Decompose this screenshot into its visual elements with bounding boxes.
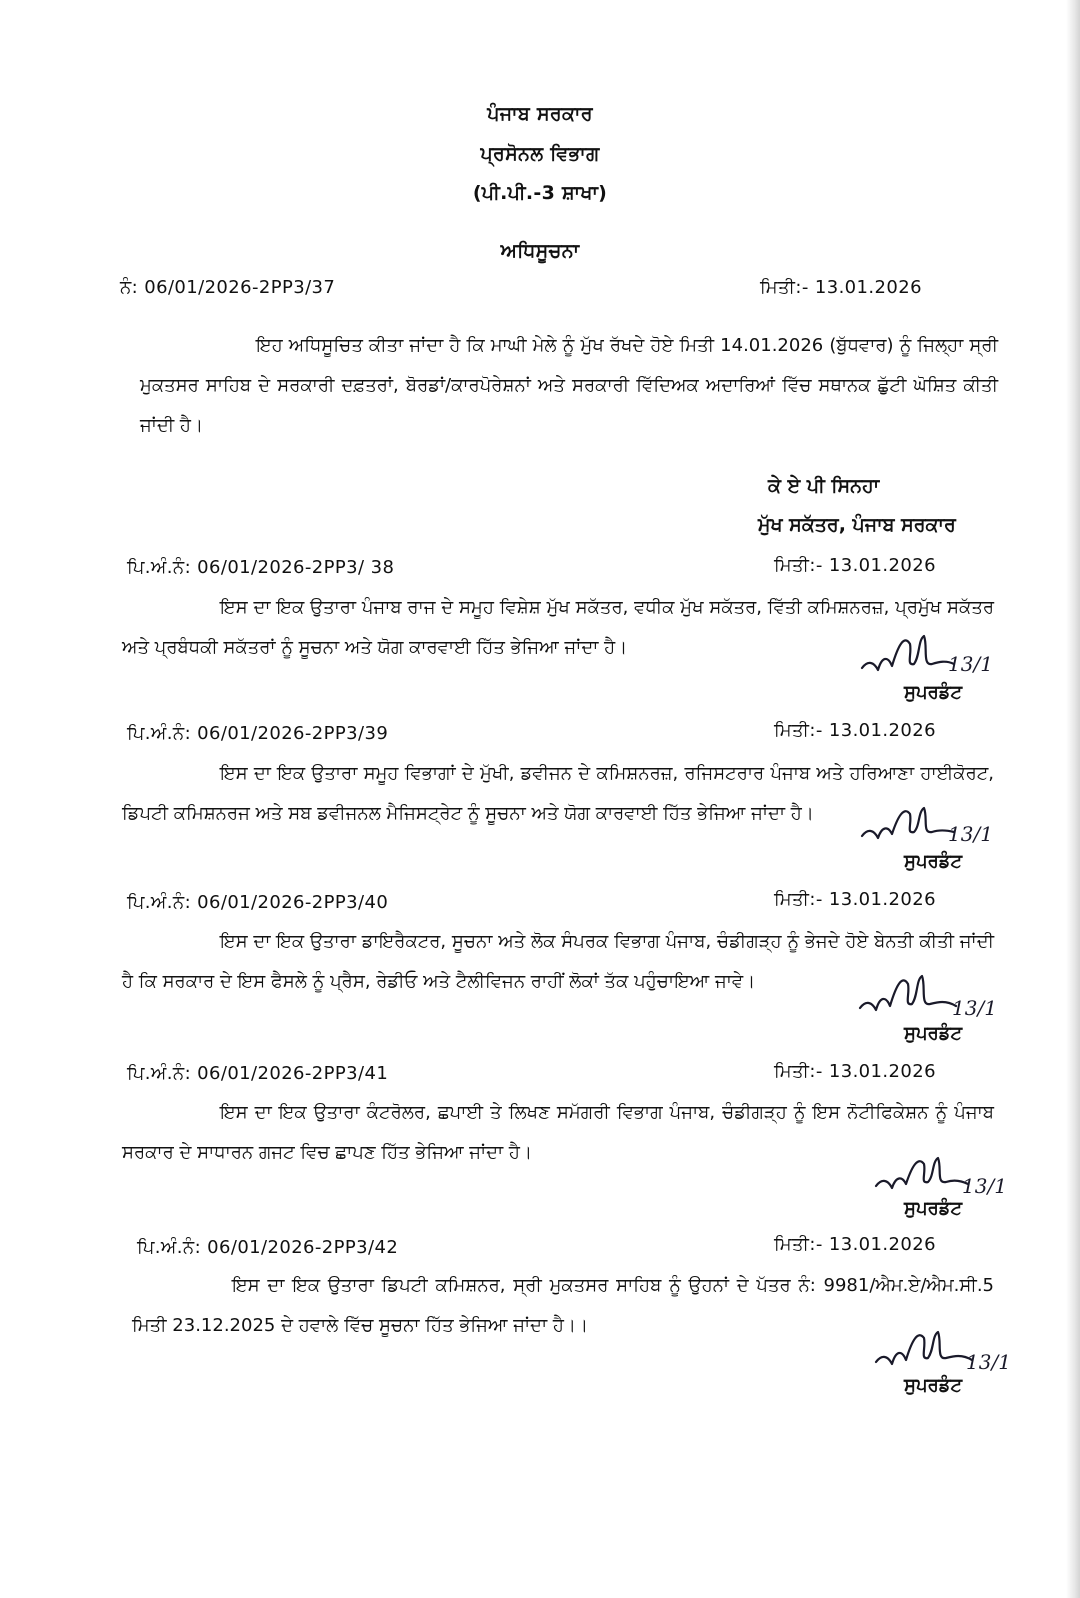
endorsement-date: ਮਿਤੀ:- 13.01.2026 — [774, 555, 936, 576]
signature-scribble — [858, 800, 958, 850]
notification-body-text: ਇਹ ਅਧਿਸੂਚਿਤ ਕੀਤਾ ਜਾਂਦਾ ਹੈ ਕਿ ਮਾਘੀ ਮੇਲੇ ਨੂੰ ਮੁੱਖ ਰੱਖਦੇ ਹੋਏ ਮਿਤੀ 14.01.2026 (ਬੁੱਧਵਾਰ) ਨੂੰ ਜਿਲ੍ਹਾ ਸ੍ਰੀ ਮੁਕਤਸਰ ਸਾਹਿਬ ਦੇ ਸਰਕਾਰੀ ਦਫ਼ਤਰਾਂ, ਬੋਰਡਾਂ/ਕਾਰਪੋਰੇਸ਼ਨਾਂ ਅਤੇ ਸਰਕਾਰੀ ਵਿੱਦਿਅਕ ਅਦਾਰਿਆਂ ਵਿੱਚ ਸਥਾਨਕ ਛੁੱਟੀ ਘੋਸ਼ਿਤ ਕੀਤੀ ਜਾਂਦੀ ਹੈ। — [140, 335, 998, 436]
endorsement-body-text: ਇਸ ਦਾ ਇਕ ਉਤਾਰਾ ਪੰਜਾਬ ਰਾਜ ਦੇ ਸਮੂਹ ਵਿਸ਼ੇਸ਼ ਮੁੱਖ ਸਕੱਤਰ, ਵਧੀਕ ਮੁੱਖ ਸਕੱਤਰ, ਵਿੱਤੀ ਕਮਿਸ਼ਨਰਜ਼, ਪ੍ਰਮੁੱਖ ਸਕੱਤਰ ਅਤੇ ਪ੍ਰਬੰਧਕੀ ਸਕੱਤਰਾਂ ਨੂੰ ਸੂਚਨਾ ਅਤੇ ਯੋਗ ਕਾਰਵਾਈ ਹਿੱਤ ਭੇਜਿਆ ਜਾਂਦਾ ਹੈ। — [122, 597, 994, 658]
notification-date: ਮਿਤੀ:- 13.01.2026 — [760, 277, 922, 298]
header-government: ਪੰਜਾਬ ਸਰਕਾਰ — [487, 103, 593, 125]
signature-scribble — [858, 626, 958, 682]
endorsement-date: ਮਿਤੀ:- 13.01.2026 — [774, 1234, 936, 1255]
endorsement-body-text: ਇਸ ਦਾ ਇਕ ਉਤਾਰਾ ਡਿਪਟੀ ਕਮਿਸ਼ਨਰ, ਸ੍ਰੀ ਮੁਕਤਸਰ ਸਾਹਿਬ ਨੂੰ ਉਹਨਾਂ ਦੇ ਪੱਤਰ ਨੰ: 9981/ਐਮ.ਏ/ਐਮ.ਸੀ.5 ਮਿਤੀ 23.12.2025 ਦੇ ਹਵਾਲੇ ਵਿੱਚ ਸੂਚਨਾ ਹਿੱਤ ਭੇਜਿਆ ਜਾਂਦਾ ਹੈ।। — [132, 1275, 994, 1336]
signature-date: 13/1 — [962, 1174, 1007, 1198]
superintendent-label: ਸੁਪਰਡੰਟ — [904, 682, 962, 703]
signature-date: 13/1 — [948, 652, 993, 676]
signatory-name: ਕੇ ਏ ਪੀ ਸਿਨਹਾ — [768, 475, 880, 497]
endorsement-body-text: ਇਸ ਦਾ ਇਕ ਉਤਾਰਾ ਡਾਇਰੈਕਟਰ, ਸੂਚਨਾ ਅਤੇ ਲੋਕ ਸੰਪਰਕ ਵਿਭਾਗ ਪੰਜਾਬ, ਚੰਡੀਗੜ੍ਹ ਨੂੰ ਭੇਜਦੇ ਹੋਏ ਬੇਨਤੀ ਕੀਤੀ ਜਾਂਦੀ ਹੈ ਕਿ ਸਰਕਾਰ ਦੇ ਇਸ ਫੈਸਲੇ ਨੂੰ ਪ੍ਰੈਸ, ਰੇਡੀਓ ਅਤੇ ਟੈਲੀਵਿਜਨ ਰਾਹੀਂ ਲੋਕਾਂ ਤੱਕ ਪਹੁੰਚਾਇਆ ਜਾਵੇ। — [122, 931, 994, 992]
document-title: ਅਧਿਸੂਚਨਾ — [500, 240, 580, 262]
endorsement-number: ਪਿ.ਅੰ.ਨੰ: 06/01/2026-2PP3/39 — [127, 723, 389, 744]
header-branch: (ਪੀ.ਪੀ.-3 ਸ਼ਾਖਾ) — [472, 182, 608, 204]
superintendent-label: ਸੁਪਰਡੰਟ — [904, 1023, 962, 1044]
signature-date: 13/1 — [952, 996, 997, 1020]
endorsement-body — [132, 1266, 994, 1346]
superintendent-label: ਸੁਪਰਡੰਟ — [904, 1375, 962, 1396]
endorsement-date: ਮਿਤੀ:- 13.01.2026 — [774, 889, 936, 910]
notification-body — [140, 326, 998, 446]
superintendent-label: ਸੁਪਰਡੰਟ — [904, 851, 962, 872]
endorsement-date: ਮਿਤੀ:- 13.01.2026 — [774, 720, 936, 741]
signature-scribble — [856, 968, 960, 1022]
signature-scribble — [872, 1150, 972, 1200]
signatory-designation: ਮੁੱਖ ਸਕੱਤਰ, ਪੰਜਾਬ ਸਰਕਾਰ — [758, 514, 956, 536]
endorsement-body-text: ਇਸ ਦਾ ਇਕ ਉਤਾਰਾ ਸਮੂਹ ਵਿਭਾਗਾਂ ਦੇ ਮੁੱਖੀ, ਡਵੀਜਨ ਦੇ ਕਮਿਸ਼ਨਰਜ਼, ਰਜਿਸਟਰਾਰ ਪੰਜਾਬ ਅਤੇ ਹਰਿਆਣਾ ਹਾਈਕੋਰਟ, ਡਿਪਟੀ ਕਮਿਸ਼ਨਰਜ ਅਤੇ ਸਬ ਡਵੀਜਨਲ ਮੈਜਿਸਟ੍ਰੇਟ ਨੂੰ ਸੂਚਨਾ ਅਤੇ ਯੋਗ ਕਾਰਵਾਈ ਹਿੱਤ ਭੇਜਿਆ ਜਾਂਦਾ ਹੈ। — [122, 763, 994, 824]
superintendent-label: ਸੁਪਰਡੰਟ — [904, 1198, 962, 1219]
endorsement-body-text: ਇਸ ਦਾ ਇਕ ਉਤਾਰਾ ਕੰਟਰੋਲਰ, ਛਪਾਈ ਤੇ ਲਿਖਣ ਸਮੱਗਰੀ ਵਿਭਾਗ ਪੰਜਾਬ, ਚੰਡੀਗੜ੍ਹ ਨੂੰ ਇਸ ਨੋਟੀਫਿਕੇਸ਼ਨ ਨੂੰ ਪੰਜਾਬ ਸਰਕਾਰ ਦੇ ਸਾਧਾਰਨ ਗਜਟ ਵਿਚ ਛਾਪਣ ਹਿੱਤ ਭੇਜਿਆ ਜਾਂਦਾ ਹੈ। — [122, 1102, 994, 1163]
signature-date: 13/1 — [966, 1350, 1011, 1374]
endorsement-date: ਮਿਤੀ:- 13.01.2026 — [774, 1061, 936, 1082]
endorsement-number: ਪਿ.ਅੰ.ਨੰ: 06/01/2026-2PP3/41 — [127, 1063, 389, 1084]
notification-number: ਨੰ: 06/01/2026-2PP3/37 — [120, 277, 336, 298]
endorsement-number: ਪਿ.ਅੰ.ਨੰ: 06/01/2026-2PP3/ 38 — [127, 557, 395, 578]
signature-scribble — [872, 1324, 976, 1376]
header-department: ਪ੍ਰਸੋਨਲ ਵਿਭਾਗ — [480, 143, 600, 165]
signature-date: 13/1 — [948, 822, 993, 846]
endorsement-number: ਪਿ.ਅੰ.ਨੰ: 06/01/2026-2PP3/42 — [137, 1237, 399, 1258]
endorsement-number: ਪਿ.ਅੰ.ਨੰ: 06/01/2026-2PP3/40 — [127, 892, 389, 913]
endorsement-body — [122, 1093, 994, 1173]
